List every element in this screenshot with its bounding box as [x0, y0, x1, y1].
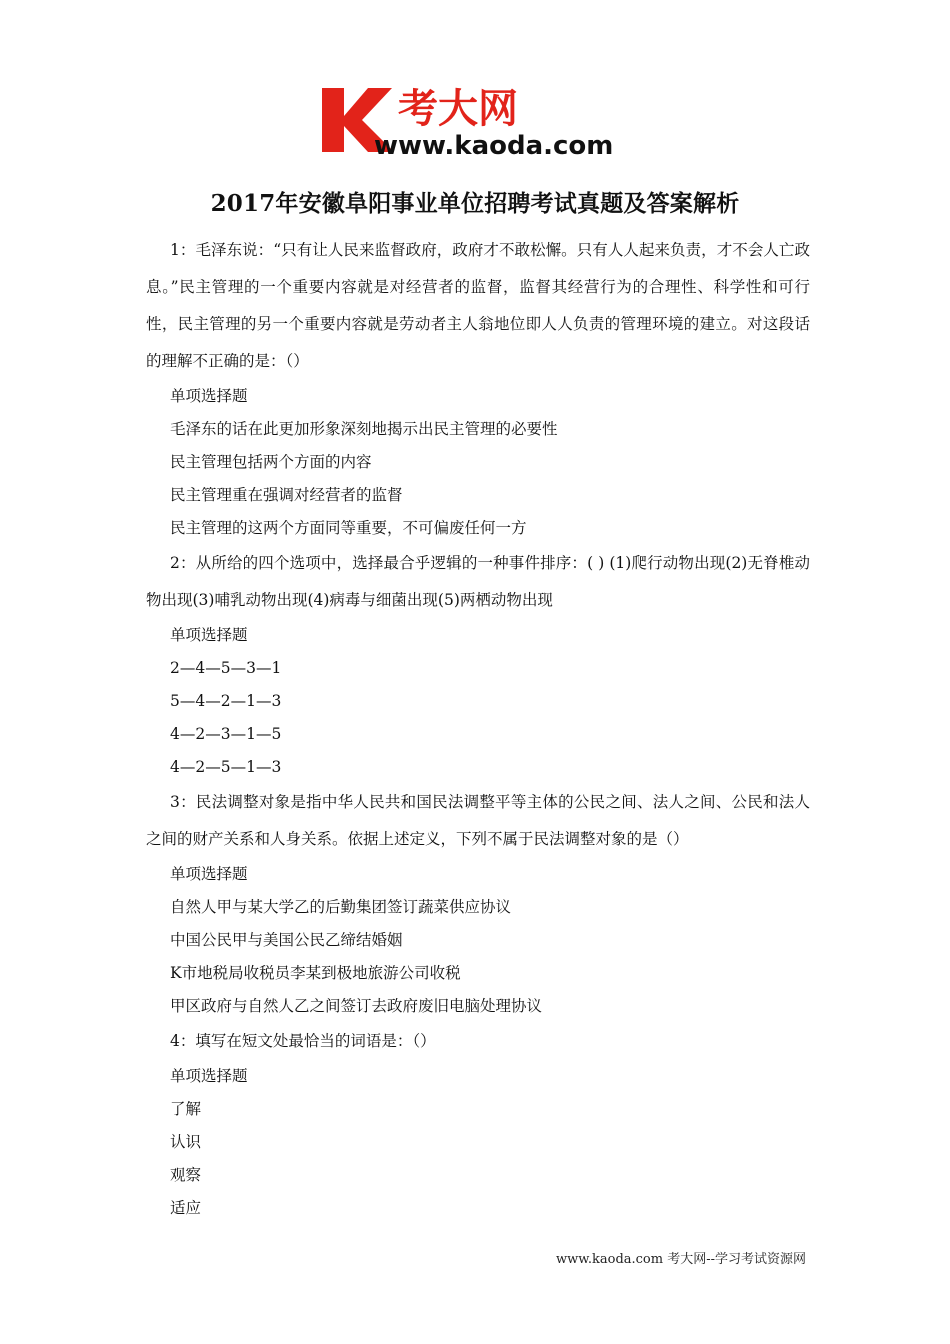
answer-option: 5—4—2—1—3: [170, 692, 282, 710]
question-stem-line: 2：从所给的四个选项中，选择最合乎逻辑的一种事件排序：( ) (1)爬行动物出现(2)无脊: [170, 554, 779, 572]
answer-option: 4—2—5—1—3: [170, 758, 282, 776]
answer-option: 自然人甲与某大学乙的后勤集团签订蔬菜供应协议: [170, 898, 512, 916]
question-type: 单项选择题: [170, 865, 248, 883]
answer-option: 民主管理的这两个方面同等重要，不可偏废任何一方: [170, 519, 527, 537]
answer-option: 观察: [170, 1166, 202, 1184]
question-block: [146, 784, 810, 1023]
kaoda-logo-graphic: [318, 82, 638, 160]
question-stem: [146, 1023, 810, 1060]
question-stem: [146, 784, 810, 858]
question-stem: [146, 545, 810, 619]
question-type: 单项选择题: [170, 1067, 248, 1085]
answer-option: 民主管理包括两个方面的内容: [170, 453, 372, 471]
answer-option: K市地税局收税员李某到极地旅游公司收税: [170, 964, 461, 982]
question-block: [146, 232, 810, 545]
answer-option: 4—2—3—1—5: [170, 725, 282, 743]
question-stem: [146, 232, 810, 380]
answer-option: 认识: [170, 1133, 202, 1151]
question-stem-line: 椎动物出现(3)哺乳动物出现(4)病毒与细菌出现(5)两栖动物出现: [146, 554, 810, 609]
question-stem-line: 1：毛泽东说：“只有让人民来监督政府，政府才不敢松懈。只有人人起来负责，才不会: [170, 241, 764, 259]
question-type: 单项选择题: [170, 626, 248, 644]
document-body: [146, 232, 810, 1225]
question-block: [146, 1023, 810, 1225]
document-title: 2017年安徽阜阳事业单位招聘考试真题及答案解析: [210, 190, 740, 217]
logo-url-text: www.kaoda.com: [374, 131, 614, 160]
footer-text: www.kaoda.com 考大网--学习考试资源网: [556, 1252, 806, 1267]
answer-option: 甲区政府与自然人乙之间签订去政府废旧电脑处理协议: [170, 997, 543, 1015]
question-stem-line: 的建立。对这段话的理解不正确的是：（）: [146, 315, 810, 370]
question-stem-line: 3：民法调整对象是指中华人民共和国民法调整平等主体的公民之间、法人之间、公民和: [170, 793, 779, 811]
answer-option: 适应: [170, 1199, 202, 1217]
question-stem-line: 人亡政息。”民主管理的一个重要内容就是对经营者的监督，监督其经营行为的合理性、科: [146, 241, 810, 296]
question-stem-line: 4：填写在短文处最恰当的词语是：（）: [170, 1032, 436, 1050]
question-stem-line: 学性和可行性，民主管理的另一个重要内容就是劳动者主人翁地位即人人负责的管理环境: [146, 278, 810, 333]
question-block: [146, 545, 810, 784]
question-stem-line: 法人之间的财产关系和人身关系。依据上述定义，下列不属于民法调整对象的是（）: [146, 793, 810, 848]
answer-option: 毛泽东的话在此更加形象深刻地揭示出民主管理的必要性: [170, 420, 558, 438]
answer-option: 中国公民甲与美国公民乙缔结婚姻: [170, 931, 403, 949]
answer-option: 民主管理重在强调对经营者的监督: [170, 486, 403, 504]
question-type: 单项选择题: [170, 387, 248, 405]
answer-option: 了解: [170, 1100, 202, 1118]
kaoda-logo: [318, 82, 638, 160]
answer-option: 2—4—5—3—1: [170, 659, 282, 677]
logo-brand-text: 考大网: [398, 86, 518, 132]
